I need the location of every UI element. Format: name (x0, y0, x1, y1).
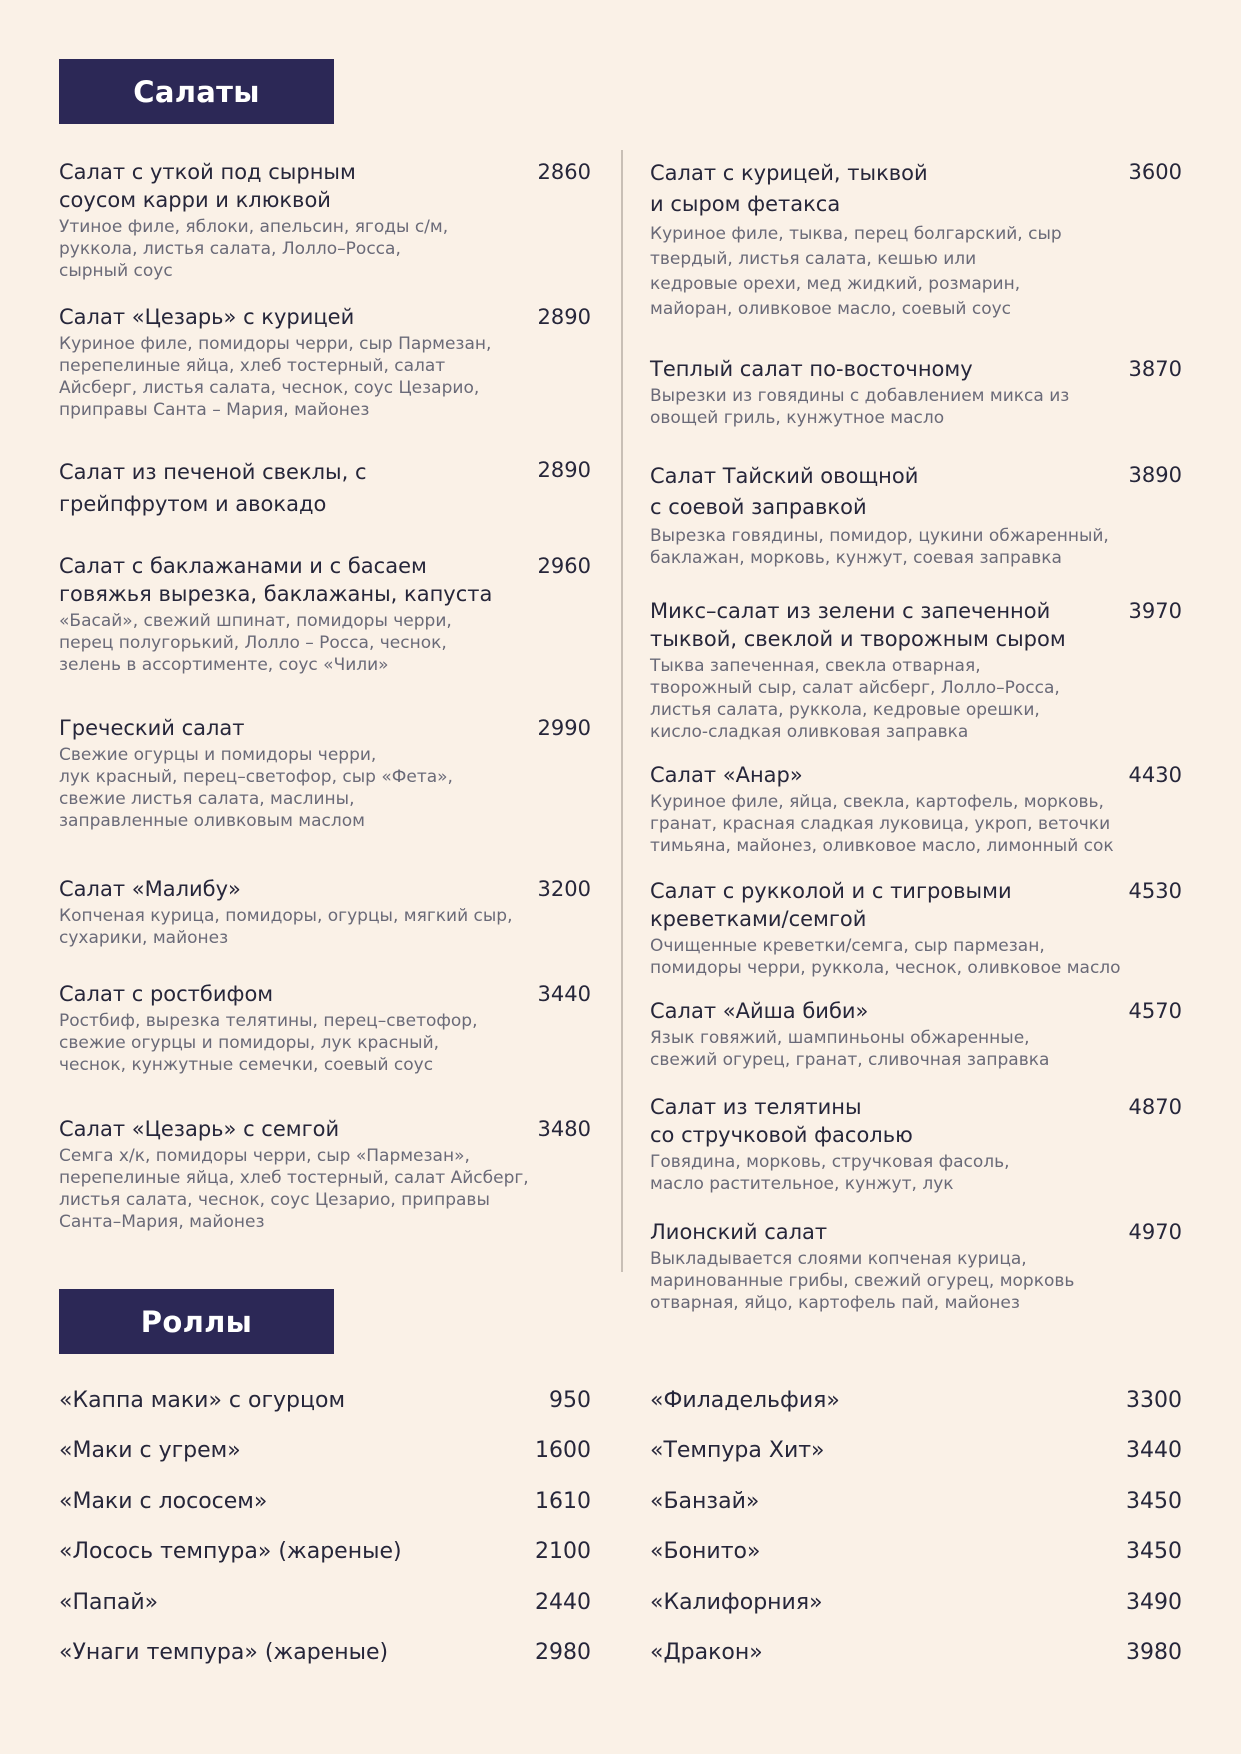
item-price: 4530 (1128, 879, 1182, 903)
roll-item (650, 1487, 1182, 1517)
item-description: Тыква запеченная, свекла отварная, творожный сыр, салат айсберг, Лолло–Росса, листья салата, руккола, кедровые орешки, кисло-сладкая оливковая заправка (650, 656, 1060, 742)
roll-name: «Дракон» (650, 1640, 763, 1665)
item-price: 4970 (1128, 1220, 1182, 1244)
roll-name: «Маки с угрем» (59, 1438, 241, 1463)
item-price: 2960 (537, 554, 591, 578)
menu-item (650, 877, 1182, 979)
item-description: Семга х/к, помидоры черри, сыр «Пармезан», перепелиные яйца, хлеб тостерный, салат Айсберг, листья салата, чеснок, соус Цезарио, приправы Санта–Мария, майонез (59, 1146, 529, 1232)
menu-item (59, 158, 591, 282)
item-price: 4570 (1128, 999, 1182, 1023)
roll-name: «Каппа маки» с огурцом (59, 1388, 346, 1413)
column-divider (621, 150, 623, 1272)
item-name: Салат «Айша биби» (650, 999, 869, 1023)
item-description: Куриное филе, тыква, перец болгарский, сыр твердый, листья салата, кешью или кедровые орехи, мед жидкий, розмарин, майоран, оливковое масло, соевый соус (650, 224, 1062, 319)
menu-item (650, 158, 1182, 322)
item-name: Салат из печеной свеклы, с грейпфрутом и авокадо (59, 460, 367, 516)
item-name: Теплый салат по-восточному (650, 357, 973, 381)
menu-item (650, 997, 1182, 1071)
rolls-title: Роллы (140, 1304, 253, 1339)
item-price: 3970 (1128, 599, 1182, 623)
roll-name: «Маки с лососем» (59, 1489, 268, 1514)
item-description: Свежие огурцы и помидоры черри, лук красный, перец–светофор, сыр «Фета», свежие листья салата, маслины, заправленные оливковым маслом (59, 745, 453, 831)
roll-price: 3450 (1126, 1489, 1182, 1514)
item-description: Говядина, морковь, стручковая фасоль, масло растительное, кунжут, лук (650, 1152, 1010, 1194)
item-description: Утиное филе, яблоки, апельсин, ягоды с/м, руккола, листья салата, Лолло–Росса, сырный соус (59, 217, 449, 281)
roll-item (59, 1386, 591, 1416)
menu-item (650, 355, 1182, 429)
item-description: Очищенные креветки/семга, сыр пармезан, помидоры черри, руккола, чеснок, оливковое масло (650, 936, 1121, 978)
roll-name: «Банзай» (650, 1489, 760, 1514)
roll-price: 1600 (535, 1438, 591, 1463)
item-name: Салат с баклажанами и с басаем говяжья вырезка, баклажаны, капуста (59, 554, 493, 606)
menu-item (59, 303, 591, 421)
item-name: Салат «Анар» (650, 763, 803, 787)
roll-name: «Темпура Хит» (650, 1438, 825, 1463)
roll-name: «Филадельфия» (650, 1388, 840, 1413)
roll-price: 2980 (535, 1640, 591, 1665)
menu-item (59, 875, 591, 949)
item-name: Салат «Цезарь» с семгой (59, 1117, 340, 1141)
roll-name: «Лосось темпура» (жареные) (59, 1539, 402, 1564)
item-name: Салат Тайский овощной с соевой заправкой (650, 464, 919, 519)
roll-item (59, 1487, 591, 1517)
roll-price: 3490 (1126, 1590, 1182, 1615)
roll-item (650, 1537, 1182, 1567)
roll-item (59, 1537, 591, 1567)
roll-item (650, 1436, 1182, 1466)
item-price: 2890 (537, 305, 591, 329)
item-name: Греческий салат (59, 716, 245, 740)
item-price: 4870 (1128, 1095, 1182, 1119)
rolls-header (59, 1289, 334, 1354)
menu-item (59, 980, 591, 1076)
menu-item (650, 461, 1182, 569)
roll-price: 2440 (535, 1590, 591, 1615)
item-name: Салат с ростбифом (59, 982, 274, 1006)
roll-name: «Калифорния» (650, 1590, 823, 1615)
roll-name: «Папай» (59, 1590, 159, 1615)
item-name: Салат из телятины со стручковой фасолью (650, 1095, 913, 1147)
menu-item (59, 552, 591, 676)
item-price: 4430 (1128, 763, 1182, 787)
roll-price: 1610 (535, 1489, 591, 1514)
item-name: Салат с уткой под сырным соусом карри и клюквой (59, 160, 356, 212)
roll-item (59, 1436, 591, 1466)
item-price: 3870 (1128, 357, 1182, 381)
roll-price: 3300 (1126, 1388, 1182, 1413)
item-price: 2990 (537, 716, 591, 740)
item-description: Копченая курица, помидоры, огурцы, мягкий сыр, сухарики, майонез (59, 906, 513, 948)
menu-item (650, 761, 1182, 857)
item-description: Вырезки из говядины с добавлением микса из овощей гриль, кунжутное масло (650, 386, 1070, 428)
item-price: 3200 (537, 877, 591, 901)
menu-item (59, 1115, 591, 1233)
item-price: 2890 (537, 458, 591, 482)
item-description: Выкладывается слоями копченая курица, маринованные грибы, свежий огурец, морковь отварная, яйцо, картофель пай, майонез (650, 1249, 1075, 1313)
item-price: 3440 (537, 982, 591, 1006)
item-description: Язык говяжий, шампиньоны обжаренные, свежий огурец, гранат, сливочная заправка (650, 1028, 1050, 1070)
roll-price: 3980 (1126, 1640, 1182, 1665)
item-name: Салат с рукколой и с тигровыми креветками/семгой (650, 879, 1012, 931)
item-name: Микс–салат из зелени с запеченной тыквой, свеклой и творожным сыром (650, 599, 1066, 651)
menu-item (59, 714, 591, 832)
menu-item (59, 456, 591, 520)
roll-item (650, 1638, 1182, 1668)
roll-item (59, 1638, 591, 1668)
roll-price: 950 (549, 1388, 591, 1413)
item-name: Салат «Малибу» (59, 877, 241, 901)
item-name: Салат с курицей, тыквой и сыром фетакса (650, 161, 928, 216)
roll-price: 3450 (1126, 1539, 1182, 1564)
salads-title: Салаты (133, 74, 260, 109)
menu-item (650, 1093, 1182, 1195)
item-description: Ростбиф, вырезка телятины, перец–светофор, свежие огурцы и помидоры, лук красный, чеснок, кунжутные семечки, соевый соус (59, 1011, 478, 1075)
item-description: Вырезка говядины, помидор, цукини обжаренный, баклажан, морковь, кунжут, соевая заправка (650, 526, 1109, 568)
item-description: «Басай», свежий шпинат, помидоры черри, перец полугорький, Лолло – Росса, чеснок, зелень в ассортименте, соус «Чили» (59, 611, 452, 675)
item-name: Лионский салат (650, 1220, 828, 1244)
roll-item (650, 1588, 1182, 1618)
item-description: Куриное филе, помидоры черри, сыр Пармезан, перепелиные яйца, хлеб тостерный, салат Айсберг, листья салата, чеснок, соус Цезарио, приправы Санта – Мария, майонез (59, 334, 492, 420)
roll-name: «Унаги темпура» (жареные) (59, 1640, 389, 1665)
roll-item (650, 1386, 1182, 1416)
roll-price: 2100 (535, 1539, 591, 1564)
item-price: 2860 (537, 160, 591, 184)
roll-item (59, 1588, 591, 1618)
item-price: 3600 (1128, 160, 1182, 184)
item-description: Куриное филе, яйца, свекла, картофель, морковь, гранат, красная сладкая луковица, укроп, веточки тимьяна, майонез, оливковое масло, лимонный сок (650, 792, 1114, 856)
roll-name: «Бонито» (650, 1539, 761, 1564)
menu-item (650, 597, 1182, 743)
item-name: Салат «Цезарь» с курицей (59, 305, 355, 329)
salads-header (59, 59, 334, 124)
item-price: 3890 (1128, 463, 1182, 487)
menu-item (650, 1218, 1182, 1314)
item-price: 3480 (537, 1117, 591, 1141)
roll-price: 3440 (1126, 1438, 1182, 1463)
